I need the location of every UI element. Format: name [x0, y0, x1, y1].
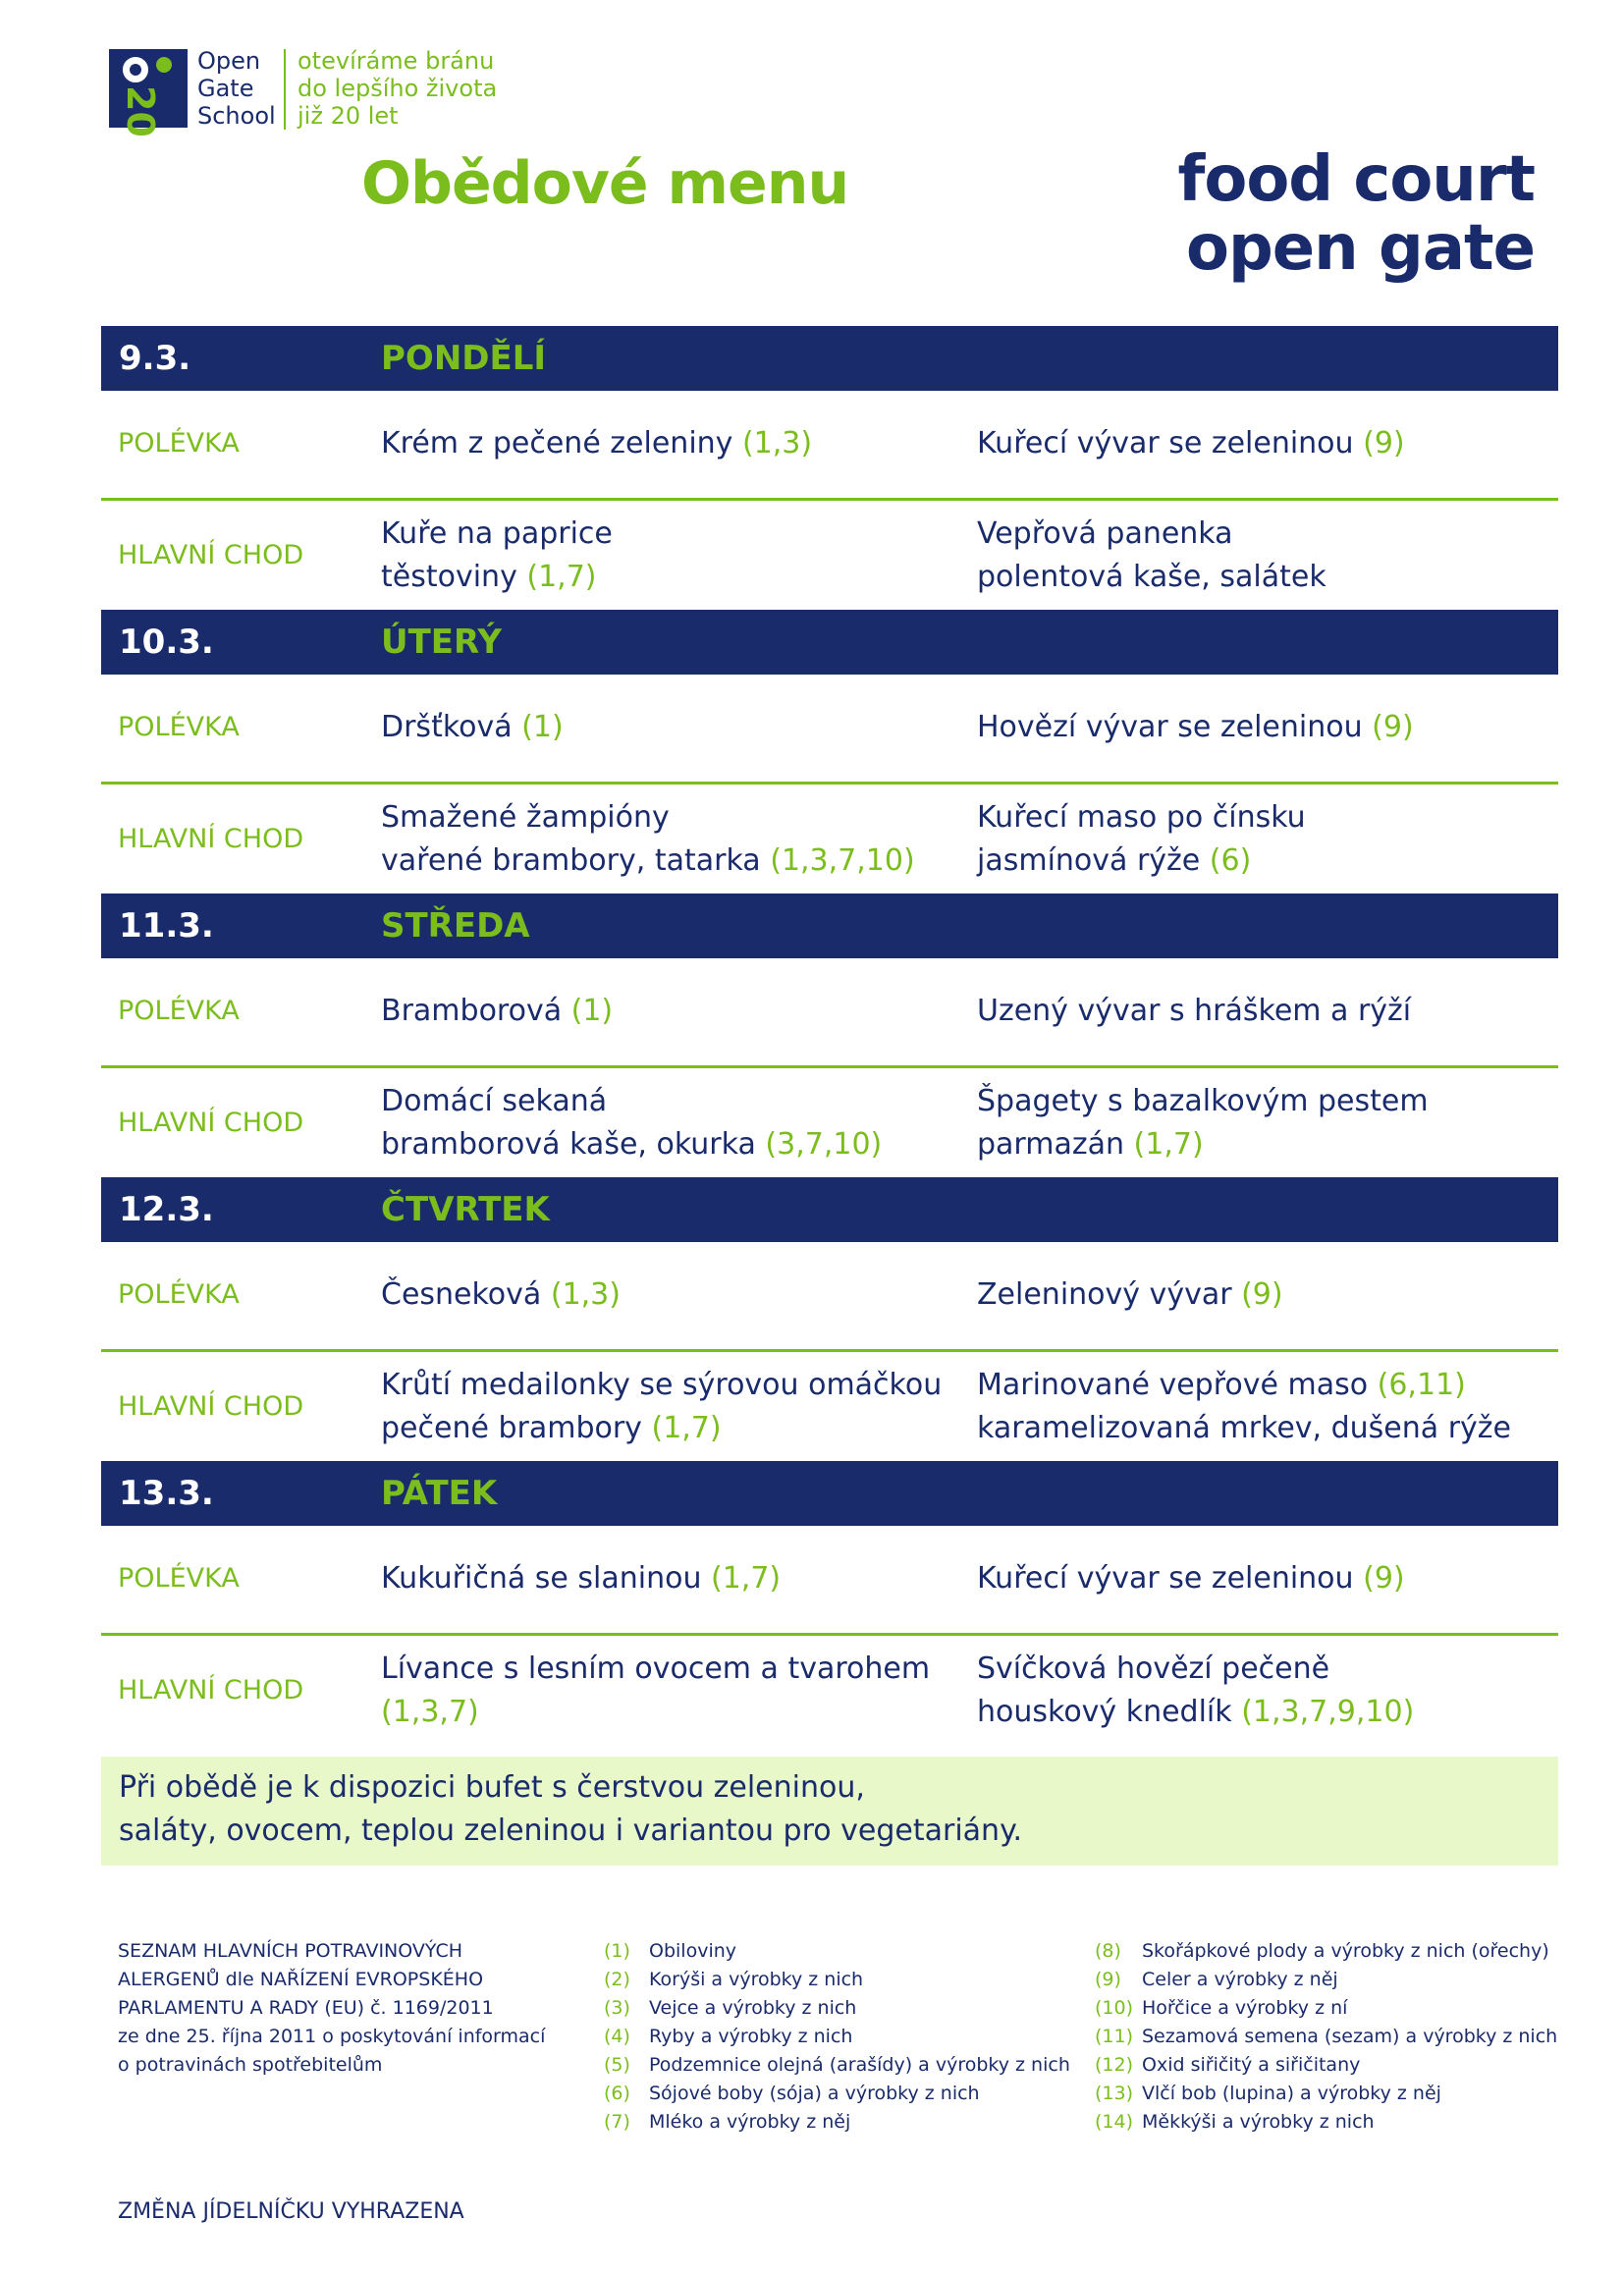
allergen-legal-notice: SEZNAM HLAVNÍCH POTRAVINOVÝCH ALERGENŮ dle NAŘÍZENÍ EVROPSKÉHO PARLAMENTU A RADY (EU) č. 1169/2011 ze dne 25. října 2011 o poskytování informací o potravinách spotřebitelům — [118, 1940, 546, 2076]
allergen-item — [1095, 2108, 1557, 2137]
allergen-item — [604, 1966, 1070, 1994]
allergen-name: Oxid siřičitý a siřičitany — [1142, 2054, 1361, 2076]
allergen-codes: (1,7) — [711, 1561, 782, 1596]
dish-line — [381, 1080, 882, 1123]
dish-line — [977, 1407, 1511, 1450]
allergen-codes: (1) — [521, 710, 564, 744]
allergen-name: Obiloviny — [649, 1940, 737, 1962]
allergen-number: (4) — [604, 2026, 630, 2047]
allergen-name: Mléko a výrobky z něj — [649, 2111, 851, 2133]
allergen-codes: (9) — [1372, 710, 1414, 744]
day-header — [101, 1177, 1558, 1242]
soup-label: POLÉVKA — [118, 428, 240, 459]
day-name: ČTVRTEK — [381, 1190, 550, 1229]
allergen-number: (8) — [1095, 1940, 1121, 1962]
allergen-codes: (1,7) — [651, 1411, 722, 1445]
allergen-item — [1095, 1937, 1557, 1966]
allergen-number: (10) — [1095, 1997, 1134, 2019]
soup-dish — [977, 422, 1405, 465]
dish-line — [977, 1648, 1414, 1691]
dish-line — [977, 1123, 1429, 1166]
soup-label: POLÉVKA — [118, 1279, 240, 1310]
brand-title: food court open gate — [1177, 143, 1535, 285]
allergen-name: Vlčí bob (lupina) a výrobky z něj — [1142, 2083, 1441, 2104]
buffet-note: Při obědě je k dispozici bufet s čerstvou zeleninou, saláty, ovocem, teplou zeleninou i variantou pro vegetariány. — [101, 1757, 1558, 1866]
allergen-name: Ryby a výrobky z nich — [649, 2026, 853, 2047]
dish-side: polentová kaše, salátek — [977, 560, 1326, 594]
day-name: ÚTERÝ — [381, 623, 502, 662]
dish-line — [977, 1080, 1429, 1123]
allergen-name: Korýši a výrobky z nich — [649, 1969, 864, 1990]
soup-dish — [977, 706, 1414, 749]
allergen-item — [1095, 1994, 1557, 2023]
allergen-number: (9) — [1095, 1969, 1121, 1990]
school-logo-mark — [109, 49, 188, 137]
main-dish — [977, 1364, 1511, 1450]
dish-side: houskový knedlík — [977, 1695, 1232, 1729]
dish-line — [381, 1123, 882, 1166]
allergen-item — [604, 2023, 1070, 2051]
school-tagline: otevíráme bránu do lepšího života již 20 let — [298, 47, 498, 130]
dish-name: Uzený vývar s hráškem a rýží — [977, 994, 1412, 1028]
soup-label: POLÉVKA — [118, 996, 240, 1026]
row-divider — [101, 1349, 1558, 1352]
dish-name: Krůtí medailonky se sýrovou omáčkou — [381, 1368, 943, 1402]
allergen-codes: (1,3,7) — [381, 1695, 479, 1729]
allergen-item — [604, 1994, 1070, 2023]
dish-side: jasmínová rýže — [977, 843, 1201, 878]
soup-dish — [381, 990, 613, 1033]
dish-name: Kuřecí vývar se zeleninou — [977, 1561, 1354, 1596]
main-dish — [381, 1080, 882, 1166]
dish-name: Hovězí vývar se zeleninou — [977, 710, 1363, 744]
dish-line — [977, 1691, 1414, 1734]
dish-line — [381, 796, 915, 839]
main-dish — [381, 796, 915, 883]
allergen-number: (13) — [1095, 2083, 1134, 2104]
day-name: PONDĚLÍ — [381, 339, 547, 378]
day-date: 10.3. — [119, 623, 214, 662]
row-divider — [101, 1065, 1558, 1068]
allergen-list-right — [1095, 1937, 1557, 2137]
allergen-name: Skořápkové plody a výrobky z nich (ořechy) — [1142, 1940, 1549, 1962]
soup-label: POLÉVKA — [118, 1563, 240, 1594]
day-header — [101, 326, 1558, 391]
allergen-item — [604, 1937, 1070, 1966]
dish-side: bramborová kaše, okurka — [381, 1127, 756, 1162]
allergen-item — [604, 2080, 1070, 2108]
main-course-label: HLAVNÍ CHOD — [118, 1391, 304, 1422]
main-course-label: HLAVNÍ CHOD — [118, 1675, 304, 1706]
allergen-codes: (1,3) — [741, 426, 813, 460]
page-title: Obědové menu — [361, 149, 849, 218]
dish-name: Zeleninový vývar — [977, 1277, 1232, 1312]
menu-change-notice: ZMĚNA JÍDELNÍČKU VYHRAZENA — [118, 2199, 464, 2224]
allergen-name: Celer a výrobky z něj — [1142, 1969, 1338, 1990]
main-course-label: HLAVNÍ CHOD — [118, 540, 304, 570]
dish-name: Lívance s lesním ovocem a tvarohem — [381, 1651, 931, 1686]
allergen-number: (5) — [604, 2054, 630, 2076]
dish-line — [381, 1364, 942, 1407]
dish-side: těstoviny — [381, 560, 517, 594]
main-dish — [977, 1080, 1429, 1166]
allergen-codes: (9) — [1241, 1277, 1283, 1312]
logo-twenty-icon: 20 — [119, 85, 162, 137]
dish-name: Krém z pečené zeleniny — [381, 426, 733, 460]
allergen-codes: (9) — [1363, 1561, 1405, 1596]
soup-dish — [381, 422, 812, 465]
allergen-name: Sezamová semena (sezam) a výrobky z nich — [1142, 2026, 1558, 2047]
logo-divider — [284, 49, 286, 130]
allergen-name: Podzemnice olejná (arašídy) a výrobky z nich — [649, 2054, 1070, 2076]
dish-side: pečené brambory — [381, 1411, 642, 1445]
allergen-number: (2) — [604, 1969, 630, 1990]
dish-line — [381, 839, 915, 883]
dish-name: Vepřová panenka — [977, 516, 1233, 551]
allergen-item — [1095, 2023, 1557, 2051]
day-name: STŘEDA — [381, 906, 530, 946]
day-date: 9.3. — [119, 339, 191, 378]
soup-dish — [977, 1273, 1283, 1317]
main-dish — [977, 796, 1306, 883]
dish-name: Bramborová — [381, 994, 563, 1028]
dish-name: Kuře na paprice — [381, 516, 613, 551]
row-divider — [101, 1633, 1558, 1636]
allergen-number: (6) — [604, 2083, 630, 2104]
allergen-item — [604, 2051, 1070, 2080]
dish-line — [381, 1407, 942, 1450]
dish-name: Česneková — [381, 1277, 542, 1312]
dish-line — [977, 796, 1306, 839]
logo-dot-icon — [156, 57, 172, 73]
allergen-item — [1095, 1966, 1557, 1994]
soup-dish — [381, 1273, 621, 1317]
dish-name: Kuřecí vývar se zeleninou — [977, 426, 1354, 460]
allergen-name: Hořčice a výrobky z ní — [1142, 1997, 1348, 2019]
allergen-name: Vejce a výrobky z nich — [649, 1997, 857, 2019]
dish-name: Špagety s bazalkovým pestem — [977, 1084, 1429, 1118]
dish-name: Kukuřičná se slaninou — [381, 1561, 702, 1596]
allergen-list-left — [604, 1937, 1070, 2137]
dish-line — [381, 513, 613, 556]
dish-side: vařené brambory, tatarka — [381, 843, 761, 878]
allergen-number: (12) — [1095, 2054, 1134, 2076]
day-date: 12.3. — [119, 1190, 214, 1229]
dish-name: Dršťková — [381, 710, 513, 744]
allergen-codes: (1,7) — [1133, 1127, 1204, 1162]
dish-side: parmazán — [977, 1127, 1124, 1162]
allergen-codes: (1,3) — [550, 1277, 621, 1312]
allergen-codes: (6,11) — [1377, 1368, 1466, 1402]
allergen-number: (11) — [1095, 2026, 1134, 2047]
dish-name: Domácí sekaná — [381, 1084, 608, 1118]
allergen-codes: (1,3,7,10) — [770, 843, 915, 878]
allergen-number: (7) — [604, 2111, 630, 2133]
main-course-label: HLAVNÍ CHOD — [118, 824, 304, 854]
row-divider — [101, 782, 1558, 785]
soup-label: POLÉVKA — [118, 712, 240, 742]
main-dish — [381, 513, 613, 599]
dish-line — [977, 513, 1326, 556]
main-course-label: HLAVNÍ CHOD — [118, 1108, 304, 1138]
main-dish — [381, 1648, 930, 1734]
main-dish — [977, 1648, 1414, 1734]
dish-name: Smažené žampióny — [381, 800, 670, 835]
allergen-codes: (1,7) — [526, 560, 597, 594]
dish-name: Kuřecí maso po čínsku — [977, 800, 1306, 835]
dish-line — [381, 556, 613, 599]
main-dish — [381, 1364, 942, 1450]
day-date: 13.3. — [119, 1474, 214, 1513]
soup-dish — [977, 1557, 1405, 1600]
allergen-codes: (1) — [570, 994, 614, 1028]
dish-name: Marinované vepřové maso — [977, 1368, 1369, 1402]
allergen-number: (3) — [604, 1997, 630, 2019]
logo-ring-icon — [123, 57, 148, 82]
allergen-codes: (6) — [1209, 843, 1252, 878]
allergen-item — [604, 2108, 1070, 2137]
allergen-number: (1) — [604, 1940, 630, 1962]
allergen-codes: (3,7,10) — [765, 1127, 883, 1162]
dish-line — [977, 556, 1326, 599]
dish-side: karamelizovaná mrkev, dušená rýže — [977, 1411, 1511, 1445]
allergen-item — [1095, 2080, 1557, 2108]
allergen-item — [1095, 2051, 1557, 2080]
dish-line — [381, 1648, 930, 1691]
dish-line — [977, 1364, 1511, 1407]
day-header — [101, 610, 1558, 675]
allergen-codes: (9) — [1363, 426, 1405, 460]
soup-dish — [977, 990, 1411, 1033]
allergen-name: Sójové boby (sója) a výrobky z nich — [649, 2083, 980, 2104]
allergen-codes: (1,3,7,9,10) — [1241, 1695, 1415, 1729]
allergen-name: Měkkýši a výrobky z nich — [1142, 2111, 1375, 2133]
soup-dish — [381, 706, 564, 749]
allergen-number: (14) — [1095, 2111, 1134, 2133]
dish-line — [977, 839, 1306, 883]
day-date: 11.3. — [119, 906, 214, 946]
day-header — [101, 893, 1558, 958]
main-dish — [977, 513, 1326, 599]
dish-name: Svíčková hovězí pečeně — [977, 1651, 1330, 1686]
school-name: Open Gate School — [197, 47, 276, 130]
day-header — [101, 1461, 1558, 1526]
row-divider — [101, 498, 1558, 501]
soup-dish — [381, 1557, 781, 1600]
dish-line — [381, 1691, 930, 1734]
day-name: PÁTEK — [381, 1474, 498, 1513]
